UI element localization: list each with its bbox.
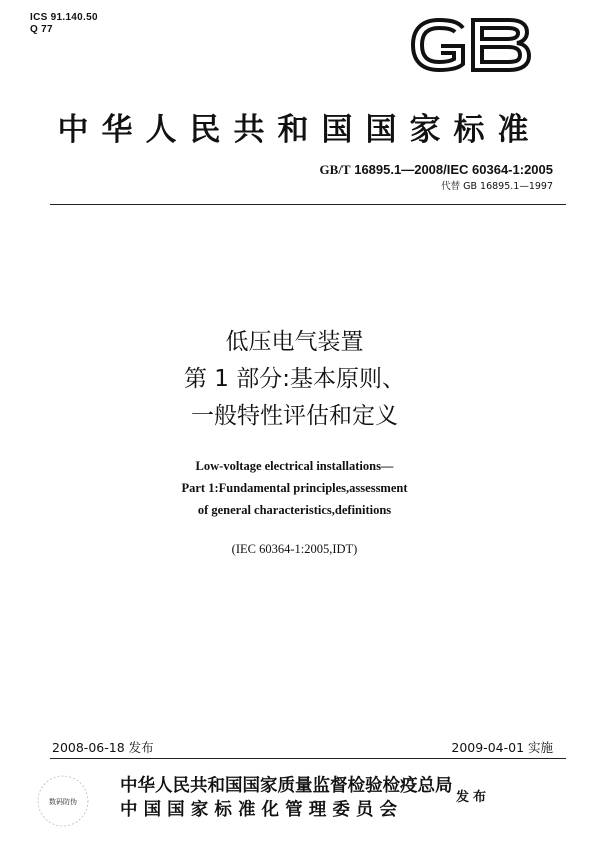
iec-reference: (IEC 60364-1:2005,IDT): [231, 542, 358, 556]
en-title-line1: Low-voltage electrical installations—: [195, 459, 394, 473]
replaces-standard: 代替 GB 16895.1—1997: [441, 181, 553, 192]
ccs-code: Q 77: [30, 24, 53, 35]
publish-date: 2008-06-18 发布: [52, 740, 154, 755]
standard-number-value: 16895.1—2008/IEC 60364-1:2005: [350, 162, 553, 177]
cn-title-line2: 第 1 部分:基本原则、: [183, 366, 405, 392]
ics-classification: [30, 12, 98, 36]
issuer-sac: 中 国 国 家 标 准 化 管 理 委 员 会: [120, 800, 398, 820]
standard-number: [320, 162, 553, 178]
implement-date: 2009-04-01 实施: [451, 740, 553, 755]
national-standard-title: 中华人民共和国国家标准: [57, 112, 542, 148]
en-title-line2: Part 1:Fundamental principles,assessment: [181, 481, 408, 495]
ics-code: ICS 91.140.50: [30, 12, 98, 23]
standard-number-prefix: GB/T: [319, 162, 351, 177]
gb-logo: [405, 16, 533, 74]
cn-title-line1: 低压电气装置: [225, 329, 364, 355]
cn-title-line3: 一般特性评估和定义: [191, 403, 398, 429]
issue-label: 发布: [456, 790, 491, 805]
header-divider: [50, 204, 566, 205]
en-title-line3: of general characteristics,definitions: [197, 503, 392, 517]
anti-counterfeit-seal: [34, 772, 92, 830]
seal-text: 数码防伪: [49, 798, 77, 806]
issuer-aqsiq: 中华人民共和国国家质量监督检验检疫总局: [120, 776, 453, 796]
footer-divider: [50, 758, 566, 759]
